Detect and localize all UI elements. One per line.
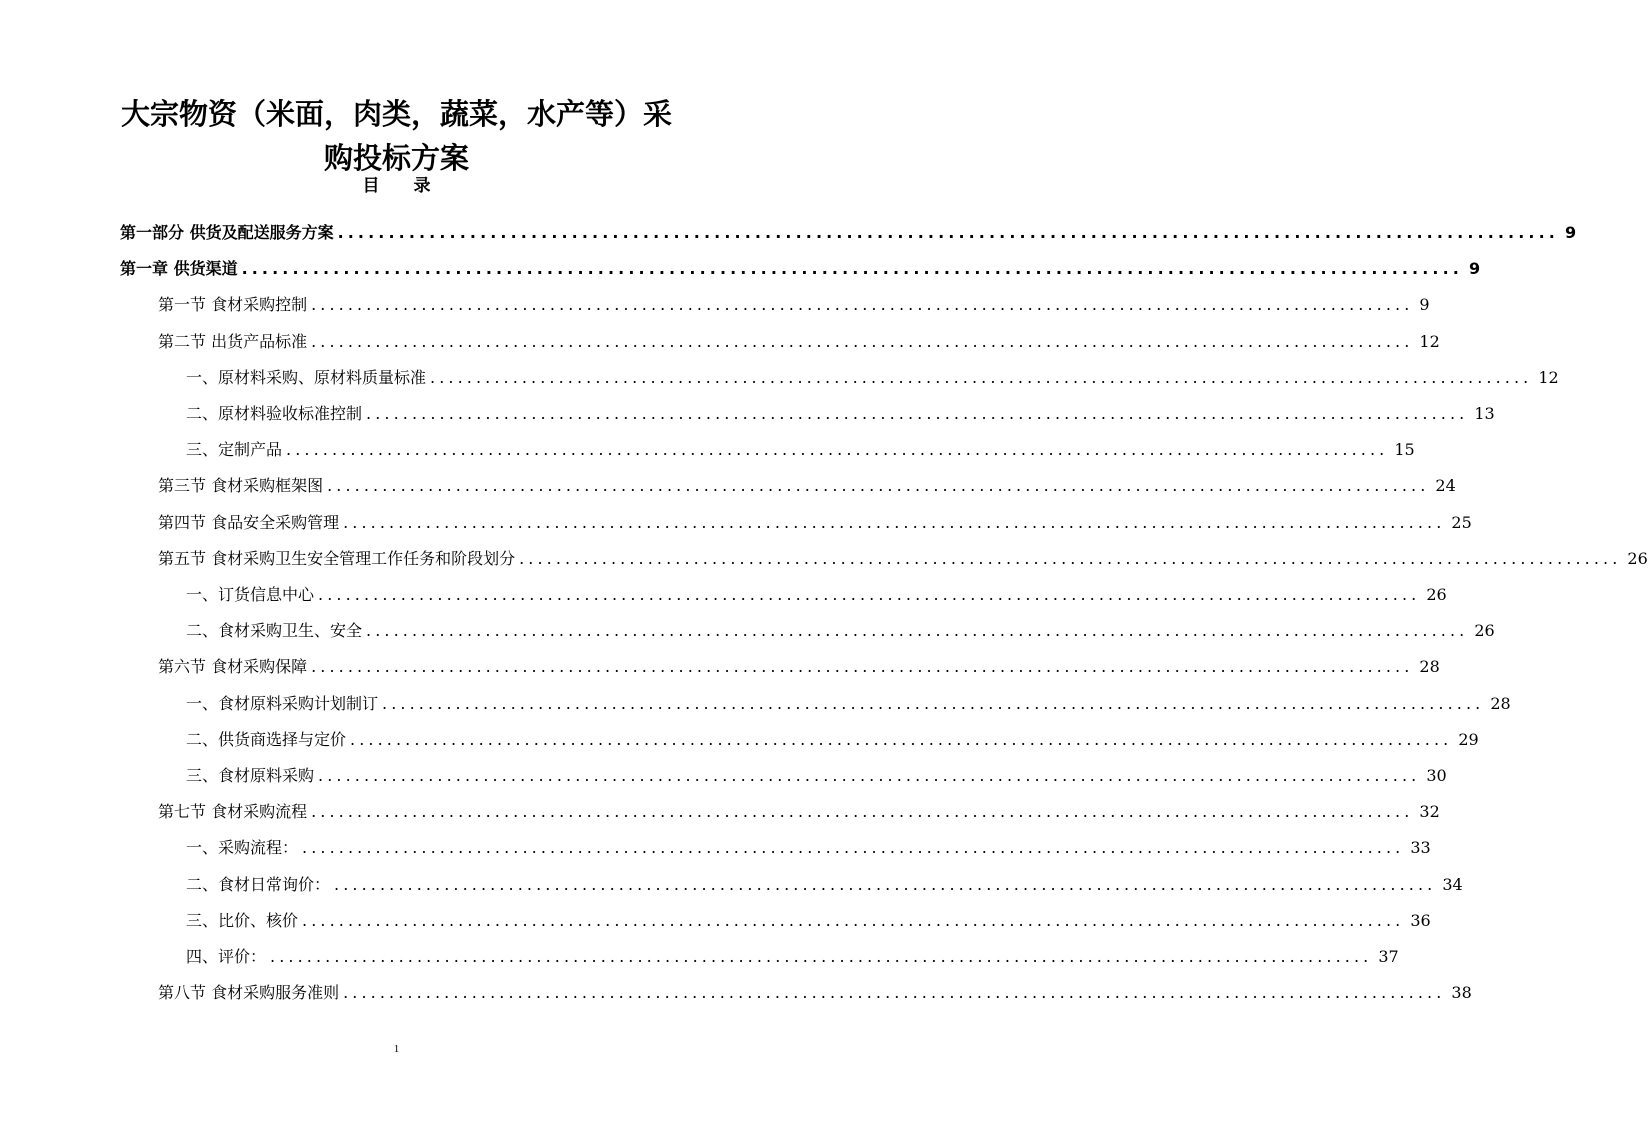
toc-entry-label: 第八节 食材采购服务准则 (158, 983, 340, 1002)
toc-entry-label: 第四节 食品安全采购管理 (158, 513, 340, 532)
toc-leader-dots: ........................................................................................................................ (302, 911, 1405, 930)
page-number: 1 (393, 1043, 400, 1055)
toc-entry[interactable] (158, 287, 1430, 323)
document-title-line-2: 购投标方案 (323, 141, 469, 175)
toc-entry-page-number: 9 (1468, 259, 1481, 278)
toc-leader-dots: ........................................................................................................................ (366, 404, 1469, 423)
toc-entry-page-number: 34 (1442, 875, 1463, 894)
toc-leader-dots: ........................................................................................................................ (318, 585, 1421, 604)
toc-entry[interactable] (186, 396, 1495, 432)
toc-entry-label: 一、食材原料采购计划制订 (186, 694, 379, 713)
toc-leader-dots: ........................................................................................................................ (302, 838, 1405, 857)
toc-entry[interactable] (158, 505, 1472, 541)
toc-entry-page-number: 9 (1564, 223, 1577, 242)
toc-entry[interactable] (186, 758, 1447, 794)
toc-entry-label: 第五节 食材采购卫生安全管理工作任务和阶段划分 (158, 549, 516, 568)
toc-entry-page-number: 12 (1538, 368, 1559, 387)
toc-leader-dots: ........................................................................................................................ (311, 657, 1414, 676)
toc-entry[interactable] (186, 686, 1511, 722)
toc-entry[interactable] (158, 975, 1472, 1011)
toc-leader-dots: ........................................................................................................................ (430, 368, 1533, 387)
toc-entry-page-number: 26 (1426, 585, 1447, 604)
toc-heading: 目 录 (362, 176, 445, 196)
toc-leader-dots: ........................................................................................................................ (343, 983, 1446, 1002)
toc-entry[interactable] (186, 867, 1463, 903)
toc-leader-dots: ........................................................................................................................ (519, 549, 1622, 568)
toc-entry-page-number: 15 (1394, 440, 1415, 459)
toc-entry-label: 第一节 食材采购控制 (158, 295, 308, 314)
toc-entry[interactable] (186, 939, 1399, 975)
toc-leader-dots: ........................................................................................................................ (311, 802, 1414, 821)
toc-entry-label: 第一章 供货渠道 (120, 259, 238, 278)
toc-leader-dots: ........................................................................................................................ (334, 875, 1437, 894)
toc-entry[interactable] (186, 360, 1559, 396)
document-title-line-1: 大宗物资（米面，肉类，蔬菜，水产等）采 (120, 97, 672, 131)
toc-entry-page-number: 37 (1378, 947, 1399, 966)
toc-entry-label: 第七节 食材采购流程 (158, 802, 308, 821)
toc-leader-dots: ........................................................................................................................ (327, 476, 1430, 495)
toc-entry-label: 三、比价、核价 (186, 911, 299, 930)
toc-entry-page-number: 12 (1419, 332, 1440, 351)
toc-entry-label: 一、采购流程： (186, 838, 299, 857)
toc-leader-dots: ........................................................................................................................ (311, 295, 1414, 314)
toc-entry-page-number: 28 (1419, 657, 1440, 676)
toc-entry-page-number: 24 (1435, 476, 1456, 495)
toc-leader-dots: ........................................................................................................................ (286, 440, 1389, 459)
toc-entry[interactable] (158, 324, 1440, 360)
toc-leader-dots: ........................................................................................................................ (382, 694, 1485, 713)
toc-entry[interactable] (158, 794, 1440, 830)
toc-entry[interactable] (186, 613, 1495, 649)
toc-entry-label: 二、食材采购卫生、安全 (186, 621, 363, 640)
toc-entry[interactable] (120, 215, 1577, 251)
toc-entry-page-number: 30 (1426, 766, 1447, 785)
toc-entry-label: 二、供货商选择与定价 (186, 730, 347, 749)
toc-entry[interactable] (186, 577, 1447, 613)
toc-entry-page-number: 26 (1627, 549, 1648, 568)
toc-entry[interactable] (158, 468, 1456, 504)
toc-entry-page-number: 32 (1419, 802, 1440, 821)
toc-leader-dots: ........................................................................................................................ (366, 621, 1469, 640)
toc-entry-page-number: 28 (1490, 694, 1511, 713)
toc-entry-label: 三、食材原料采购 (186, 766, 315, 785)
toc-entry[interactable] (120, 251, 1481, 287)
toc-entry-label: 第二节 出货产品标准 (158, 332, 308, 351)
toc-entry-page-number: 33 (1410, 838, 1431, 857)
toc-entry-label: 二、原材料验收标准控制 (186, 404, 363, 423)
toc-leader-dots: ........................................................................................................................ (337, 223, 1559, 242)
toc-entry-label: 一、订货信息中心 (186, 585, 315, 604)
toc-entry[interactable] (186, 432, 1415, 468)
toc-entry[interactable] (158, 541, 1648, 577)
toc-entry-page-number: 38 (1451, 983, 1472, 1002)
toc-leader-dots: ........................................................................................................................ (350, 730, 1453, 749)
toc-leader-dots: ........................................................................................................................ (318, 766, 1421, 785)
toc-entry-label: 第一部分 供货及配送服务方案 (120, 223, 334, 242)
toc-entry-page-number: 36 (1410, 911, 1431, 930)
toc-entry[interactable] (186, 722, 1479, 758)
toc-leader-dots: ........................................................................................................................ (241, 259, 1463, 278)
toc-entry[interactable] (186, 830, 1431, 866)
toc-entry-label: 一、原材料采购、原材料质量标准 (186, 368, 427, 387)
toc-entry-page-number: 13 (1474, 404, 1495, 423)
toc-entry-label: 四、评价： (186, 947, 267, 966)
toc-entry-page-number: 25 (1451, 513, 1472, 532)
toc-leader-dots: ........................................................................................................................ (343, 513, 1446, 532)
toc-leader-dots: ........................................................................................................................ (311, 332, 1414, 351)
toc-entry-label: 第六节 食材采购保障 (158, 657, 308, 676)
toc-entry-label: 二、食材日常询价： (186, 875, 331, 894)
toc-entry-page-number: 26 (1474, 621, 1495, 640)
toc-entry-page-number: 29 (1458, 730, 1479, 749)
toc-entry[interactable] (186, 903, 1431, 939)
toc-entry-label: 三、定制产品 (186, 440, 283, 459)
toc-entry[interactable] (158, 649, 1440, 685)
toc-entry-label: 第三节 食材采购框架图 (158, 476, 324, 495)
toc-entry-page-number: 9 (1419, 295, 1430, 314)
toc-leader-dots: ........................................................................................................................ (270, 947, 1373, 966)
